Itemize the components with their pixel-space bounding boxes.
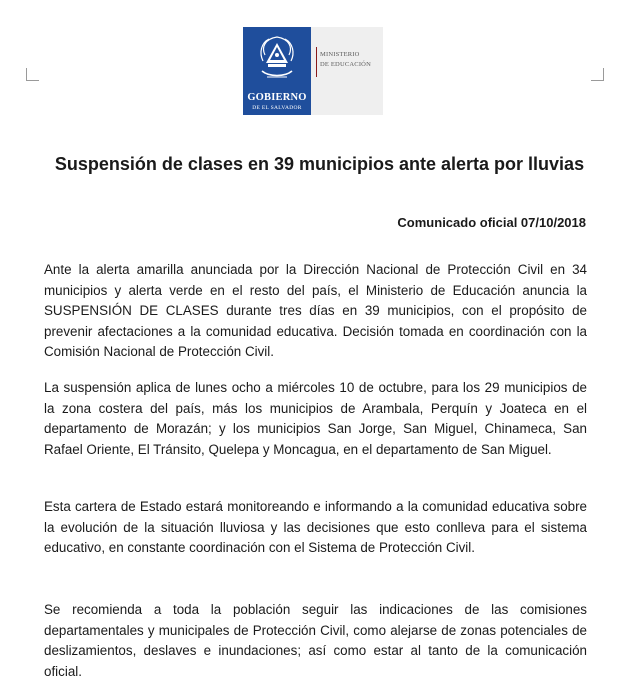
- paragraph-3: Esta cartera de Estado estará monitoreando e informando a la comunidad educativa sobre la evolución de la situación lluviosa y las decisiones que esto conlleva para el sistema educativo, en constante coordinación con el Sistema de Protección Civil.: [44, 499, 587, 555]
- paragraph-4: Se recomienda a toda la población seguir las indicaciones de las comisiones departamentales y municipales de Protección Civil, como alejarse de zonas potenciales de deslizamientos, deslaves e inundaciones; así como estar al tanto de la comunicación oficial.: [44, 602, 587, 679]
- paragraph-2: La suspensión aplica de lunes ocho a miércoles 10 de octubre, para los 29 municipios de la zona costera del país, más los municipios de Arambala, Perquín y Joateca en el departamento de Morazán; y los municipios San Jorge, San Miguel, Chinameca, San Rafael Oriente, El Tránsito, Quelepa y Moncagua, en el departamento de San Miguel.: [44, 380, 587, 457]
- government-name: GOBIERNO: [247, 92, 307, 103]
- ministry-logo-panel: [311, 27, 383, 115]
- communique-date: Comunicado oficial 07/10/2018: [397, 215, 586, 230]
- page-corner-mark-left: [26, 68, 39, 81]
- ministry-logo: [243, 27, 383, 115]
- ministry-name-line2: DE EDUCACIÓN: [320, 61, 371, 68]
- paragraph-1: Ante la alerta amarilla anunciada por la Dirección Nacional de Protección Civil en 34 municipios y alerta verde en el resto del país, el Ministerio de Educación anuncia la SUSPENSIÓN DE CLASES durante tres días en 39 municipios, con el propósito de prevenir afectaciones a la comunidad educativa. Decisión tomada en coordinación con la Comisión Nacional de Protección Civil.: [44, 262, 587, 359]
- document-title: Suspensión de clases en 39 municipios ante alerta por lluvias: [54, 154, 585, 174]
- coat-of-arms-icon: [257, 33, 297, 85]
- page-corner-mark-right: [591, 68, 604, 81]
- logo-divider: [316, 47, 317, 77]
- government-country: DE EL SALVADOR: [252, 105, 302, 111]
- government-logo-panel: [243, 27, 311, 115]
- ministry-name-line1: MINISTERIO: [320, 51, 360, 58]
